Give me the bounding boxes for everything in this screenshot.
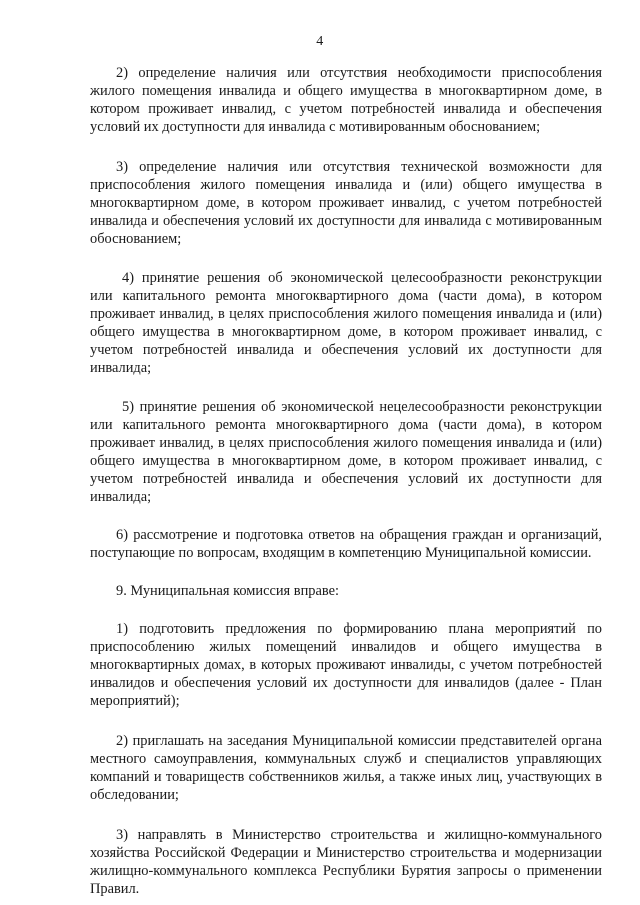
paragraph-rights-1-action-plan: 1) подготовить предложения по формированию плана мероприятий по приспособлению жилых помещений инвалидов и общего имущества в многоквартирных домах, в которых проживают инвалиды, с учетом потребностей инвалидов и обеспечения условий их доступности для инвалидов (далее - План мероприятий); (90, 621, 602, 709)
paragraph-rights-2-invite-representatives: 2) приглашать на заседания Муниципальной комиссии представителей органа местного самоуправления, коммунальных служб и специалистов управляющих компаний и товариществ собственников жилья, а также иных лиц, участвующих в обследовании; (90, 733, 602, 803)
paragraph-item-6-citizen-requests: 6) рассмотрение и подготовка ответов на обращения граждан и организаций, поступающие по вопросам, входящим в компетенцию Муниципальной комиссии. (90, 527, 602, 561)
paragraph-item-4-economic-feasibility: 4) принятие решения об экономической целесообразности реконструкции или капитального ремонта многоквартирного дома (части дома), в котором проживает инвалид, в целях приспособления жилого помещения инвалида и (или) общего имущества в многоквартирном доме, в котором проживает инвалид, с учетом потребностей инвалида и обеспечения условий их доступности для инвалида; (90, 270, 602, 376)
section-9-heading: 9. Муниципальная комиссия вправе: (116, 583, 339, 599)
paragraph-rights-3-send-requests: 3) направлять в Министерство строительства и жилищно-коммунального хозяйства Российской Федерации и Министерство строительства и модернизации жилищно-коммунального комплекса Республики Бурятия запросы о применении Правил. (90, 827, 602, 897)
paragraph-item-3-technical-possibility: 3) определение наличия или отсутствия технической возможности для приспособления жилого помещения инвалида и (или) общего имущества в многоквартирном доме, в котором проживает инвалид, с учетом потребностей инвалида и обеспечения условий их доступности для инвалида с мотивированным обоснованием; (90, 159, 602, 247)
paragraph-item-5-economic-infeasibility: 5) принятие решения об экономической нецелесообразности реконструкции или капитального ремонта многоквартирного дома (части дома), в котором проживает инвалид, в целях приспособления жилого помещения инвалида и (или) общего имущества в многоквартирном доме, в котором проживает инвалид, с учетом потребностей инвалида и обеспечения условий их доступности для инвалида; (90, 399, 602, 505)
page-number: 4 (316, 34, 324, 49)
document-body (90, 64, 602, 898)
paragraph-item-2-need-adaptation: 2) определение наличия или отсутствия необходимости приспособления жилого помещения инвалида и общего имущества в многоквартирном доме, в котором проживает инвалид, с учетом потребностей инвалида и обеспечения условий их доступности для инвалида с мотивированным обоснованием; (90, 65, 602, 135)
